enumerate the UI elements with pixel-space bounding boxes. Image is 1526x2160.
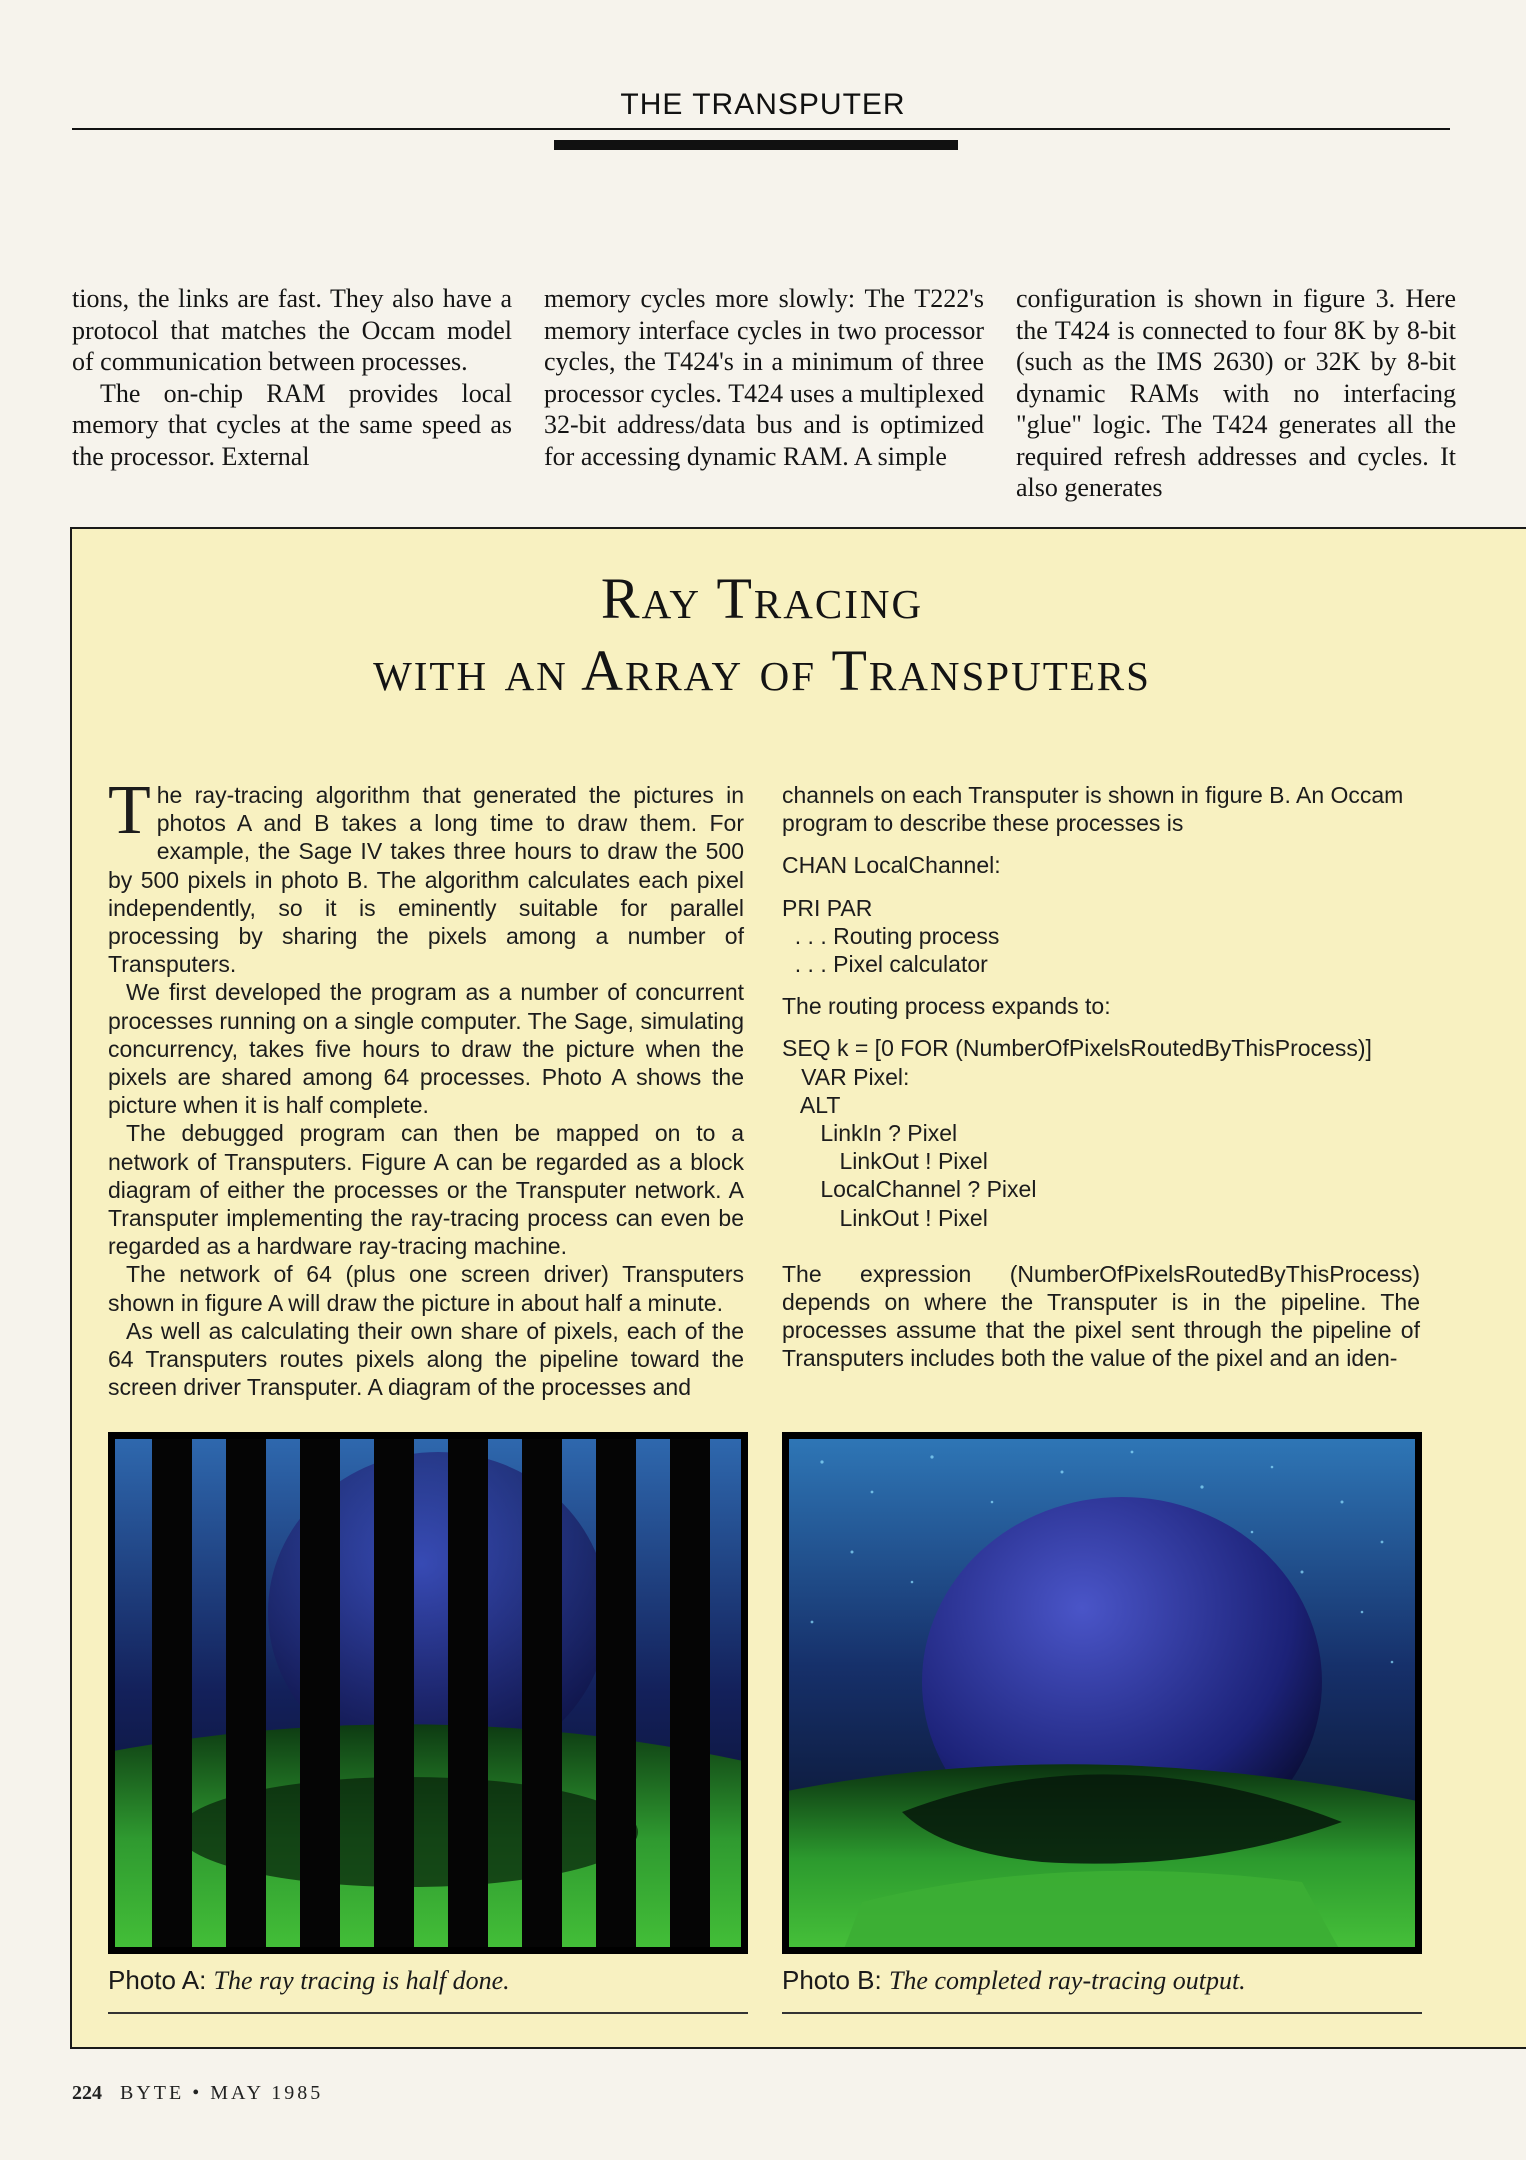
- code-line: . . . Pixel calculator: [782, 951, 988, 978]
- header-bar: [554, 140, 958, 150]
- ray-tracing-sidebar: [70, 527, 1526, 2049]
- code-line: LinkOut ! Pixel: [782, 1148, 988, 1175]
- caption-label: Photo A:: [108, 1965, 207, 1995]
- caption-rule: [782, 2012, 1422, 2014]
- page-number: 224: [72, 2082, 102, 2104]
- paragraph: memory cycles more slowly: The T222's memory interface cycles in two processor cycles, the T424's in a minimum of three processor cycles. T424 uses a multiplexed 32-bit address/data bus and is optimized for accessing dynamic RAM. A simple: [544, 284, 984, 471]
- code-line: ALT: [782, 1091, 841, 1118]
- magazine-issue: BYTE • MAY 1985: [120, 2082, 324, 2104]
- top-column-1: [72, 283, 512, 472]
- paragraph-text: he ray-tracing algorithm that generated the pictures in photos A and B takes a long time to draw them. For example, the Sage IV takes three hours to draw the 500 by 500 pixels in photo B. The algorithm calculates each pixel independently, so it is eminently suitable for parallel processing by sharing the pixels among a number of Transputers.: [108, 782, 744, 978]
- caption-text: The ray tracing is half done.: [213, 1966, 510, 1995]
- code-line: LinkOut ! Pixel: [782, 1204, 988, 1231]
- caption-text: The completed ray-tracing output.: [888, 1966, 1246, 1995]
- code-line: PRI PAR: [782, 894, 873, 921]
- code-line: . . . Routing process: [782, 922, 1000, 949]
- sidebar-title: [72, 563, 1452, 707]
- drop-cap: T: [108, 772, 151, 849]
- sidebar-title-line-2: with an Array of Transputers: [373, 638, 1151, 703]
- code-line: SEQ k = [0 FOR (NumberOfPixelsRoutedByThisProcess)]: [782, 1035, 1372, 1062]
- code-line: LinkIn ? Pixel: [782, 1120, 958, 1147]
- sidebar-right-column: [782, 781, 1420, 1373]
- photo-b-caption: [782, 1965, 1246, 1996]
- paragraph: As well as calculating their own share of pixels, each of the 64 Transputers routes pixels along the pipeline toward the screen driver Transputer. A diagram of the processes and: [108, 1317, 744, 1401]
- top-column-3: [1016, 283, 1456, 504]
- photo-a-image: [108, 1432, 748, 1954]
- paragraph: [108, 772, 744, 978]
- top-column-2: [544, 283, 984, 472]
- paragraph: We first developed the program as a number of concurrent processes running on a single computer. The Sage, simulating concurrency, takes five hours to draw the picture when the pixels are shared among 64 processes. Photo A shows the picture when it is half complete.: [108, 979, 744, 1119]
- caption-rule: [108, 2012, 748, 2014]
- paragraph: The routing process expands to:: [782, 993, 1111, 1020]
- caption-label: Photo B:: [782, 1965, 882, 1995]
- paragraph: The expression (NumberOfPixelsRoutedByThisProcess) depends on where the Transputer is in the pipeline. The processes assume that the pixel sent through the pipeline of Transputers includes both the value of the pixel and an iden-: [782, 1260, 1420, 1372]
- sidebar-title-line-1: Ray Tracing: [600, 566, 924, 631]
- code-line: VAR Pixel:: [782, 1063, 910, 1090]
- paragraph: tions, the links are fast. They also have a protocol that matches the Occam model of communication between processes.: [72, 284, 512, 376]
- paragraph: channels on each Transputer is shown in figure B. An Occam program to describe these processes is: [782, 782, 1404, 837]
- sidebar-left-column: [108, 772, 744, 1401]
- photo-a-caption: [108, 1965, 510, 1996]
- photo-b-image: [782, 1432, 1422, 1954]
- paragraph: configuration is shown in figure 3. Here the T424 is connected to four 8K by 8-bit (such as the IMS 2630) or 32K by 8-bit dynamic RAMs with no interfacing "glue" logic. The T424 generates all the required refresh addresses and cycles. It also generates: [1016, 284, 1456, 502]
- code-line: CHAN LocalChannel:: [782, 852, 1001, 879]
- paragraph: The on-chip RAM provides local memory that cycles at the same speed as the processor. External: [72, 378, 512, 471]
- running-head: THE TRANSPUTER: [620, 88, 906, 121]
- header-rule: [72, 128, 1450, 130]
- page-footer: [72, 2082, 323, 2105]
- paragraph: The network of 64 (plus one screen driver) Transputers shown in figure A will draw the picture in about half a minute.: [108, 1261, 744, 1316]
- code-line: LocalChannel ? Pixel: [782, 1176, 1037, 1203]
- paragraph: The debugged program can then be mapped on to a network of Transputers. Figure A can be regarded as a block diagram of either the processes or the Transputer network. A Transputer implementing the ray-tracing process can even be regarded as a hardware ray-tracing machine.: [108, 1120, 744, 1260]
